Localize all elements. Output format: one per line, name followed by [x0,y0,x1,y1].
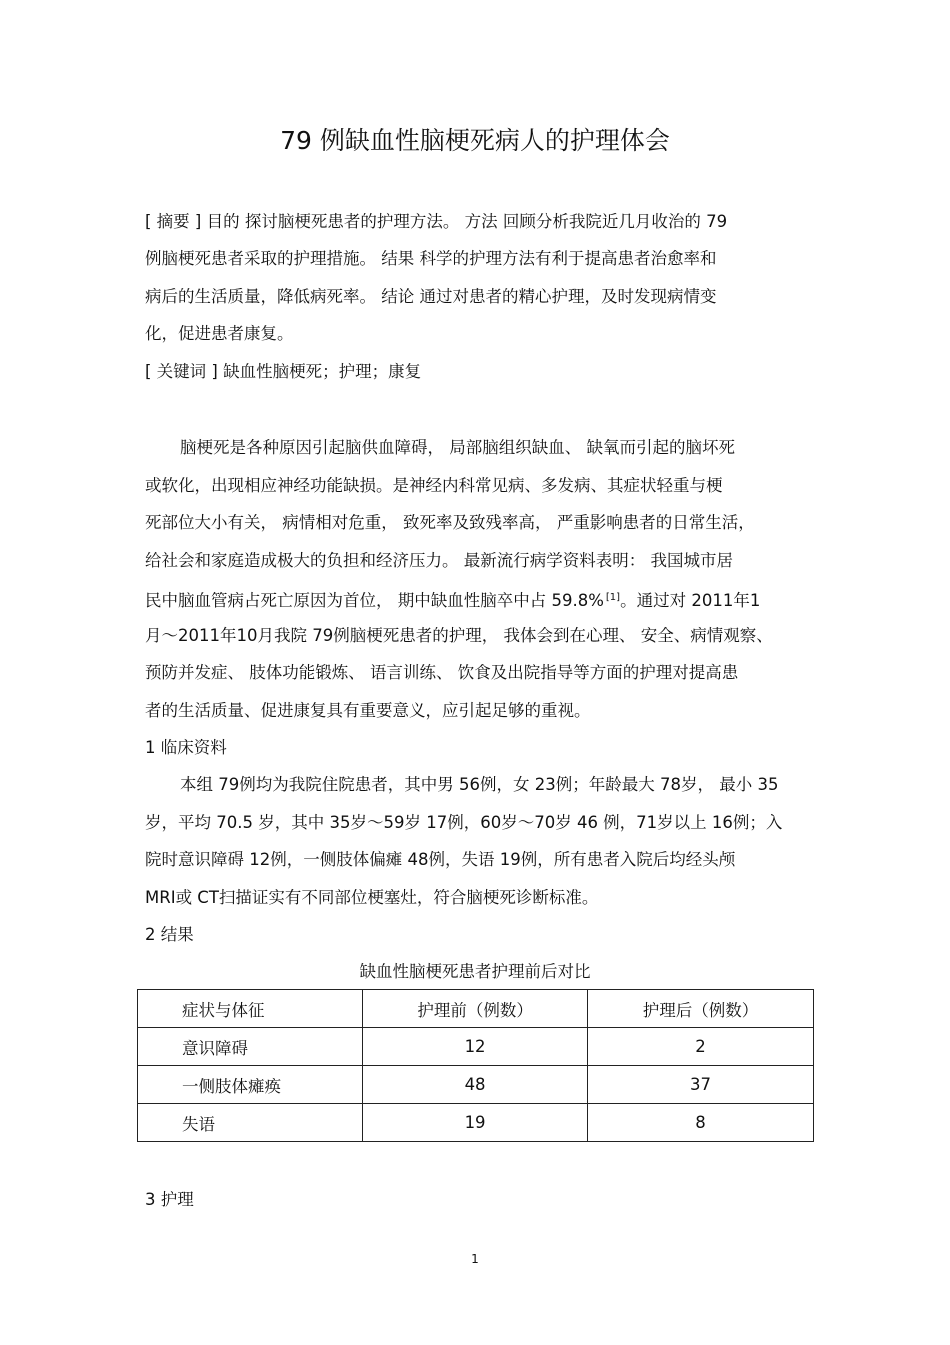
section-heading-nursing: 3 护理 [145,1190,194,1209]
paper-title: 79 例缺血性脑梗死病人的护理体会 [280,126,670,155]
intro-line: 脑梗死是各种原因引起脑供血障碍， 局部脑组织缺血、 缺氧而引起的脑坏死 [180,438,735,457]
table-cell: 12 [363,1028,588,1066]
intro-line: 预防并发症、 肢体功能锻炼、 语言训练、 饮食及出院指导等方面的护理对提高患 [145,663,739,682]
intro-line: 死部位大小有关， 病情相对危重， 致死率及致残率高， 严重影响患者的日常生活， [145,513,755,532]
intro-text: 。通过对 2011年1 [620,591,761,610]
table-header-cell: 症状与体征 [138,990,363,1028]
table-cell: 2 [588,1028,814,1066]
intro-line: 或软化，出现相应神经功能缺损。是神经内科常见病、多发病、其症状轻重与梗 [145,476,723,495]
table-cell: 8 [588,1104,814,1142]
abstract-line: 化，促进患者康复。 [145,324,294,343]
table-header-row [138,990,814,1028]
table-cell: 48 [363,1066,588,1104]
table-cell: 意识障碍 [138,1028,363,1066]
citation-ref: [1] [605,592,621,603]
intro-text: 民中脑血管病占死亡原因为首位， 期中缺血性脑卒中占 59.8% [145,591,604,610]
table-cell: 19 [363,1104,588,1142]
results-table [137,989,814,1142]
clinical-line: 本组 79例均为我院住院患者，其中男 56例，女 23例；年龄最大 78岁， 最小 35 [180,775,779,794]
table-row [138,1066,814,1104]
clinical-line: MRI或 CT扫描证实有不同部位梗塞灶，符合脑梗死诊断标准。 [145,888,599,907]
keywords: [ 关键词 ] 缺血性脑梗死；护理；康复 [145,362,422,381]
table-cell: 37 [588,1066,814,1104]
page-number: 1 [471,1252,479,1266]
clinical-line: 院时意识障碍 12例，一侧肢体偏瘫 48例，失语 19例，所有患者入院后均经头颅 [145,850,736,869]
intro-line [145,587,760,612]
table-header-cell: 护理后（例数） [588,990,814,1028]
table-caption: 缺血性脑梗死患者护理前后对比 [359,962,591,981]
abstract-line: [ 摘要 ] 目的 探讨脑梗死患者的护理方法。 方法 回顾分析我院近几月收治的 79 [145,212,728,231]
intro-line: 者的生活质量、促进康复具有重要意义，应引起足够的重视。 [145,701,591,720]
table-header-cell: 护理前（例数） [363,990,588,1028]
table-row [138,1104,814,1142]
section-heading-results: 2 结果 [145,925,194,944]
section-heading-clinical: 1 临床资料 [145,738,227,757]
intro-line: 给社会和家庭造成极大的负担和经济压力。 最新流行病学资料表明： 我国城市居 [145,551,733,570]
table-cell: 一侧肢体瘫痪 [138,1066,363,1104]
table-cell: 失语 [138,1104,363,1142]
table-row [138,1028,814,1066]
abstract-line: 例脑梗死患者采取的护理措施。 结果 科学的护理方法有利于提高患者治愈率和 [145,249,717,268]
clinical-line: 岁，平均 70.5 岁，其中 35岁～59岁 17例，60岁～70岁 46 例，71岁以上 16例；入 [145,813,783,832]
intro-line: 月～2011年10月我院 79例脑梗死患者的护理， 我体会到在心理、 安全、病情观察、 [145,626,773,645]
abstract-line: 病后的生活质量，降低病死率。 结论 通过对患者的精心护理，及时发现病情变 [145,287,717,306]
